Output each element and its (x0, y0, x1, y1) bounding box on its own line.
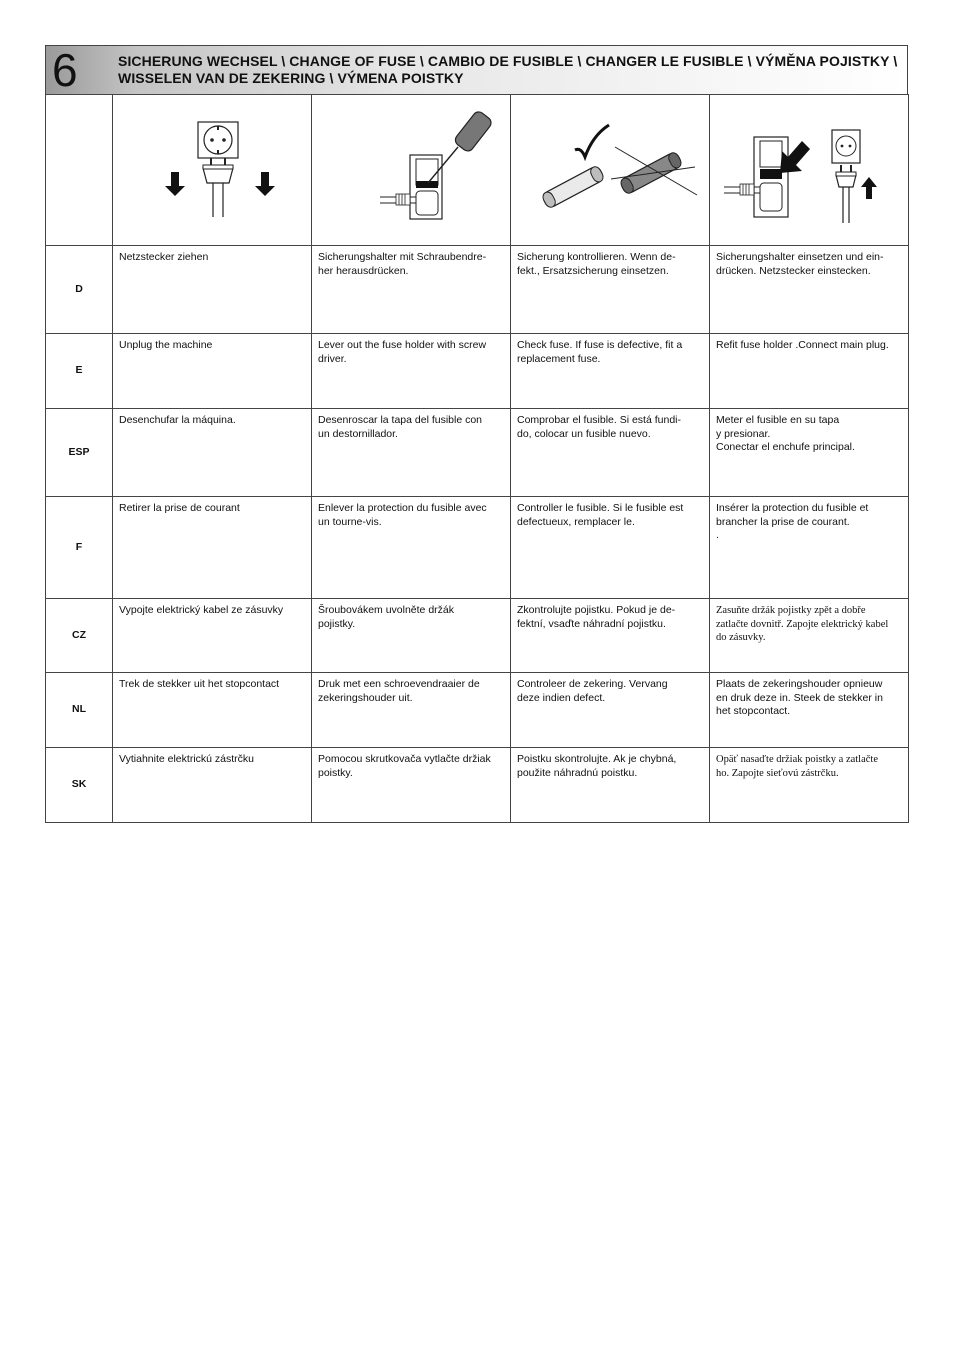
step2-text: Šroubovákem uvolněte držák pojistky. (312, 599, 511, 673)
table-row (46, 246, 909, 334)
section-number: 6 (52, 44, 78, 96)
step2-text: Pomocou skrutkovača vytlačte držiak poistky. (312, 748, 511, 823)
table-row (46, 334, 909, 409)
step3-text: Sicherung kontrollieren. Wenn de- fekt., Ersatzsicherung einsetzen. (511, 246, 710, 334)
step4-text: Opäť nasaďte držiak poistky a zatlačte ho. Zapojte sieťovú zástrčku. (710, 748, 909, 823)
step3-text: Controleer de zekering. Vervang deze indien defect. (511, 673, 710, 748)
language-code: F (46, 497, 113, 599)
step1-text: Unplug the machine (113, 334, 312, 409)
language-code: NL (46, 673, 113, 748)
step1-text: Vypojte elektrický kabel ze zásuvky (113, 599, 312, 673)
step4-text: Meter el fusible en su tapa y presionar. Conectar el enchufe principal. (710, 409, 909, 497)
illustration-step1 (113, 95, 312, 246)
step2-text: Sicherungshalter mit Schraubendre- her herausdrücken. (312, 246, 511, 334)
step3-text: Poistku skontrolujte. Ak je chybná, použite náhradnú poistku. (511, 748, 710, 823)
language-code: E (46, 334, 113, 409)
step2-text: Lever out the fuse holder with screw driver. (312, 334, 511, 409)
step1-text: Trek de stekker uit het stopcontact (113, 673, 312, 748)
step4-text: Refit fuse holder .Connect main plug. (710, 334, 909, 409)
table-row (46, 673, 909, 748)
section-header (45, 45, 908, 95)
step3-text: Zkontrolujte pojistku. Pokud je de- fektní, vsaďte náhradní pojistku. (511, 599, 710, 673)
table-row (46, 497, 909, 599)
section-title: SICHERUNG WECHSEL \ CHANGE OF FUSE \ CAMBIO DE FUSIBLE \ CHANGER LE FUSIBLE \ VÝMĚNA POJISTKY \ WISSELEN VAN DE ZEKERING \ VÝMENA POISTKY (118, 53, 898, 86)
table-row (46, 748, 909, 823)
step1-text: Netzstecker ziehen (113, 246, 312, 334)
step1-text: Desenchufar la máquina. (113, 409, 312, 497)
language-code: ESP (46, 409, 113, 497)
screwdriver-fuse-holder-icon (312, 95, 510, 245)
language-code: SK (46, 748, 113, 823)
step3-text: Comprobar el fusible. Si está fundi- do, colocar un fusible nuevo. (511, 409, 710, 497)
illustration-row (46, 95, 909, 246)
step4-text: Zasuňte držák pojistky zpět a dobře zatlačte dovnitř. Zapojte elektrický kabel do zásuvky. (710, 599, 909, 673)
language-code: CZ (46, 599, 113, 673)
step4-text: Plaats de zekeringshouder opnieuw en druk deze in. Steek de stekker in het stopcontact. (710, 673, 909, 748)
instruction-table (45, 94, 909, 823)
fuse-change-section (45, 44, 908, 791)
step3-text: Controller le fusible. Si le fusible est defectueux, remplacer le. (511, 497, 710, 599)
illustration-step2 (312, 95, 511, 246)
illustration-blank-cell (46, 95, 113, 246)
step2-text: Enlever la protection du fusible avec un tourne-vis. (312, 497, 511, 599)
illustration-step4 (710, 95, 909, 246)
table-row (46, 409, 909, 497)
socket-plug-unplug-icon (113, 95, 311, 245)
step1-text: Retirer la prise de courant (113, 497, 312, 599)
step3-text: Check fuse. If fuse is defective, fit a replacement fuse. (511, 334, 710, 409)
step2-text: Desenroscar la tapa del fusible con un destornillador. (312, 409, 511, 497)
step4-text: Insérer la protection du fusible et brancher la prise de courant. . (710, 497, 909, 599)
table-row (46, 599, 909, 673)
step2-text: Druk met een schroevendraaier de zekeringshouder uit. (312, 673, 511, 748)
step4-text: Sicherungshalter einsetzen und ein- drücken. Netzstecker einstecken. (710, 246, 909, 334)
fuse-check-icon (511, 95, 709, 245)
illustration-step3 (511, 95, 710, 246)
language-code: D (46, 246, 113, 334)
step1-text: Vytiahnite elektrickú zástrčku (113, 748, 312, 823)
fuse-holder-insert-icon (710, 95, 908, 245)
